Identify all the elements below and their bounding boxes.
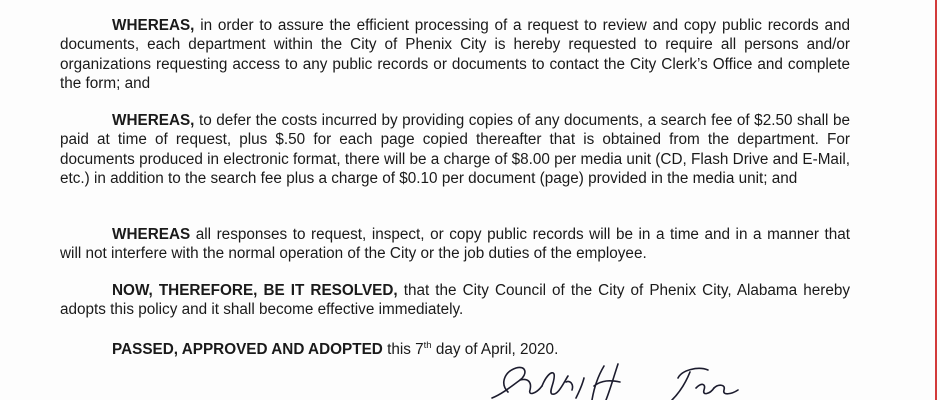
paragraph-body: all responses to request, inspect, or copy public records will be in a time and in a manner that will not interfere with the normal operation of the City or the job duties of the employee. [60,226,850,263]
adoption-statement [60,340,850,359]
handwritten-signature [482,360,752,400]
adoption-text-after: day of April, 2020. [431,341,559,358]
whereas-paragraph-responses [60,225,850,264]
paragraph-body: that the City Council of the City of Phenix City, Alabama hereby adopts this policy and it shall become effective immediately. [60,282,851,319]
paragraph-lead: WHEREAS, [112,17,195,34]
paragraph-lead: WHEREAS, [112,112,195,129]
adoption-lead: PASSED, APPROVED AND ADOPTED [112,341,383,358]
paragraph-body: in order to assure the efficient processing of a request to review and copy public records and documents, each department within the City of Phenix City is hereby requested to require all persons and/or organizations requesting access to any public records or documents to contact the City Clerk’s Office and complete the form; and [60,17,850,93]
whereas-paragraph-fees [60,111,850,189]
whereas-paragraph-records-request [60,16,850,94]
paragraph-lead: NOW, THEREFORE, BE IT RESOLVED, [112,282,398,299]
resolved-paragraph [60,281,850,320]
ordinal-suffix: th [423,339,432,351]
paragraph-body: to defer the costs incurred by providing copies of any documents, a search fee of $2.50 shall be paid at time of request, plus $.50 for each page copied thereafter that is obtained from the department. For documents produced in electronic format, there will be a charge of $8.00 per media unit (CD, Flash Drive and E-Mail, etc.) in addition to the search fee plus a charge of $0.10 per document (page) provided in the media unit; and [60,112,850,188]
adoption-text-before: this 7 [382,341,424,358]
page-margin-line [935,0,937,400]
paragraph-lead: WHEREAS [112,226,191,243]
